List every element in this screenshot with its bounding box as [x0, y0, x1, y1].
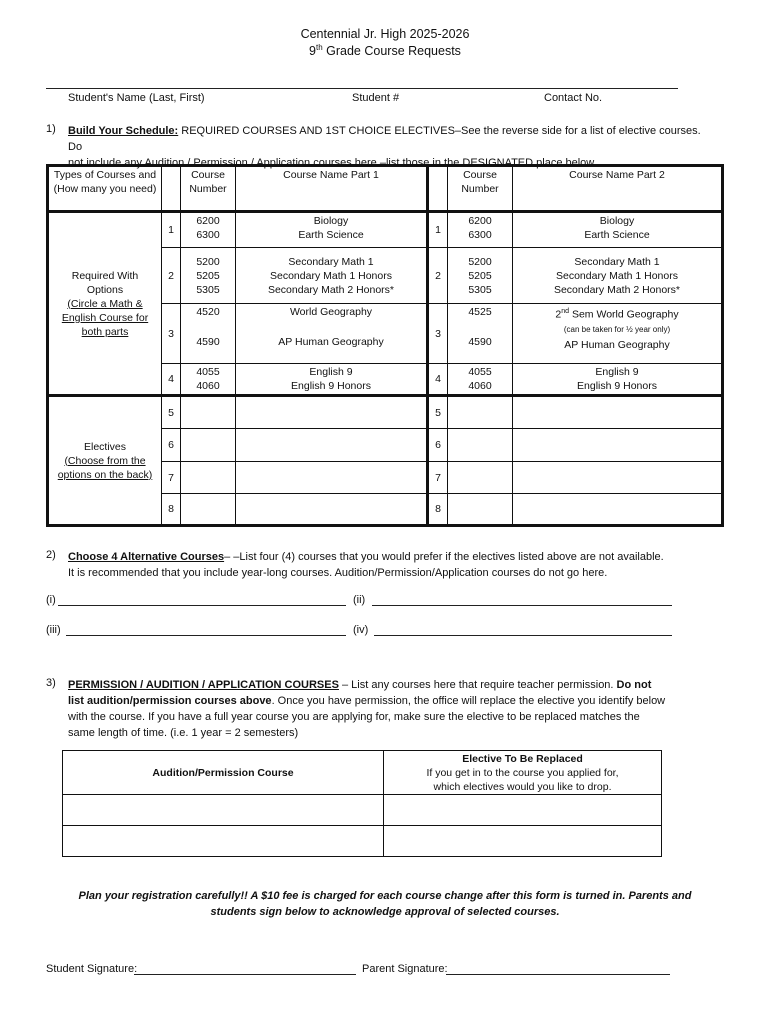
row-number-2: 2 [162, 248, 181, 304]
grade-title-text: Grade Course Requests [322, 44, 461, 59]
elective-number: 6 [162, 429, 181, 462]
course-number-cell[interactable]: 4055 4060 [448, 364, 513, 396]
course-number-cell[interactable]: 6200 6300 [181, 212, 236, 248]
parent-signature-field[interactable] [446, 974, 670, 975]
course-name-b: AP Human Geography [564, 338, 670, 351]
elective-name-cell[interactable] [236, 396, 428, 429]
elective-name-cell[interactable] [513, 494, 723, 526]
elective-number-cell[interactable] [448, 494, 513, 526]
electives-category [48, 396, 162, 526]
course-number-cell[interactable]: 4055 4060 [181, 364, 236, 396]
row-number-4: 4 [162, 364, 181, 396]
required-note: (Circle a Math & English Course for both parts [61, 297, 149, 338]
elective-replaced-cell[interactable] [384, 795, 662, 826]
elective-number-b: 6 [428, 429, 448, 462]
permission-course-cell[interactable] [63, 795, 384, 826]
section1-heading: Build Your Schedule: [68, 125, 179, 137]
section3-text: – List any courses here that require teacher permission. [338, 679, 617, 691]
course-number-cell[interactable]: 5200 5205 5305 [181, 248, 236, 304]
form-subtitle [0, 43, 770, 58]
elective-replaced-subtitle: If you get in to the course you applied for, which electives would you like to drop. [426, 766, 619, 793]
semester-number: 2 [555, 308, 562, 321]
elective-number-cell[interactable] [181, 396, 236, 429]
grade-number: 9 [309, 44, 316, 59]
course-name-a: World Geography [289, 306, 373, 318]
student-info-line[interactable] [46, 88, 678, 89]
header-course-name-1: Course Name Part 1 [236, 166, 428, 212]
section2-instructions [68, 549, 718, 581]
electives-label: Electives [83, 440, 126, 453]
course-name-a [515, 305, 719, 322]
course-number-b: 4590 [196, 336, 220, 348]
course-number-cell[interactable]: 6200 6300 [448, 212, 513, 248]
elective-name-cell[interactable] [513, 462, 723, 494]
section2-number: 2) [46, 549, 56, 561]
elective-number-cell[interactable] [181, 494, 236, 526]
alt-course-field-iii[interactable] [66, 635, 346, 636]
elective-replaced-header [384, 751, 662, 795]
row-number-1b: 1 [428, 212, 448, 248]
section2-heading: Choose 4 Alternative Courses [68, 551, 225, 563]
permission-course-header: Audition/Permission Course [63, 751, 384, 795]
course-number-cell[interactable] [448, 304, 513, 364]
semester-course: Sem World Geography [569, 308, 679, 321]
header-blank-2 [428, 166, 448, 212]
alt-course-field-ii[interactable] [372, 605, 672, 606]
elective-replaced-title: Elective To Be Replaced [462, 752, 583, 765]
elective-name-cell[interactable] [513, 396, 723, 429]
student-name-label: Student's Name (Last, First) [68, 92, 205, 104]
elective-number-b: 8 [428, 494, 448, 526]
course-name-cell[interactable]: Secondary Math 1 Secondary Math 1 Honors Secondary Math 2 Honors* [236, 248, 428, 304]
electives-note: (Choose from the options on the back) [57, 454, 153, 481]
elective-number-cell[interactable] [448, 429, 513, 462]
alt-course-field-iv[interactable] [374, 635, 672, 636]
required-label: Required With Options [71, 269, 139, 296]
course-number-a: 4525 [468, 306, 492, 318]
fee-notice: Plan your registration carefully!! A $10 fee is charged for each course change after this form is turned in. Parents and students sign below to acknowledge approval of selected courses. [78, 890, 692, 918]
section1-text2: not include any Audition / Permission / Application courses here –list those in the DESIGNATED place below. [68, 157, 597, 169]
header-types: Types of Courses and (How many you need) [48, 166, 162, 212]
parent-signature-label: Parent Signature: [362, 963, 448, 975]
section1-number: 1) [46, 123, 56, 135]
grade-suffix: th [316, 43, 323, 52]
section3-heading: PERMISSION / AUDITION / APPLICATION COURSES [68, 679, 339, 691]
course-name-cell[interactable]: Secondary Math 1 Secondary Math 1 Honors Secondary Math 2 Honors* [513, 248, 723, 304]
semester-suffix: nd [561, 308, 570, 315]
student-number-label: Student # [352, 92, 400, 104]
contact-number-label: Contact No. [544, 92, 603, 104]
section3-text2: . Once you have permission, the office will replace the elective you identify below with the course. If you have a full year course you are applying for, make sure the elective to be replaced matches the same length of time. (i.e. 1 year = 2 semesters) [68, 695, 666, 739]
row-number-3b: 3 [428, 304, 448, 364]
row-number-1: 1 [162, 212, 181, 248]
header-course-number-2: Course Number [448, 166, 513, 212]
alt-course-field-i[interactable] [58, 605, 346, 606]
course-number-cell[interactable]: 5200 5205 5305 [448, 248, 513, 304]
section3-bold: Do not list audition/permission courses above [68, 679, 652, 707]
student-signature-label: Student Signature: [46, 963, 138, 975]
course-name-b: AP Human Geography [278, 336, 384, 348]
elective-name-cell[interactable] [236, 429, 428, 462]
permission-course-cell[interactable] [63, 826, 384, 857]
alt-label-i: (i) [46, 594, 56, 606]
row-number-3: 3 [162, 304, 181, 364]
schedule-table [46, 164, 724, 527]
header-course-number-1: Course Number [181, 166, 236, 212]
required-category [48, 212, 162, 396]
elective-number-cell[interactable] [181, 462, 236, 494]
section3-number: 3) [46, 677, 56, 689]
course-name-cell[interactable]: English 9 English 9 Honors [236, 364, 428, 396]
elective-number: 5 [162, 396, 181, 429]
header-blank [162, 166, 181, 212]
elective-number: 8 [162, 494, 181, 526]
course-name-cell[interactable] [236, 304, 428, 364]
elective-number-cell[interactable] [448, 462, 513, 494]
course-name-cell[interactable]: Biology Earth Science [513, 212, 723, 248]
permission-table [62, 750, 662, 857]
row-number-2b: 2 [428, 248, 448, 304]
course-number-cell[interactable] [181, 304, 236, 364]
elective-number: 7 [162, 462, 181, 494]
student-signature-field[interactable] [134, 974, 356, 975]
course-number-a: 4520 [196, 306, 220, 318]
alt-label-ii: (ii) [353, 594, 366, 606]
course-name-cell[interactable] [513, 304, 723, 364]
row-number-4b: 4 [428, 364, 448, 396]
section3-instructions [68, 677, 668, 741]
half-year-note: (can be taken for ½ year only) [563, 324, 671, 334]
course-name-cell[interactable]: Biology Earth Science [236, 212, 428, 248]
elective-name-cell[interactable] [236, 462, 428, 494]
form-title: Centennial Jr. High 2025-2026 [300, 27, 470, 41]
elective-number-b: 7 [428, 462, 448, 494]
header-course-name-2: Course Name Part 2 [513, 166, 723, 212]
alt-label-iii: (iii) [46, 624, 61, 636]
section2-text: – –List four (4) courses that you would prefer if the electives listed above are not available. [224, 551, 664, 563]
elective-number-cell[interactable] [181, 429, 236, 462]
course-name-cell[interactable]: English 9 English 9 Honors [513, 364, 723, 396]
elective-number-b: 5 [428, 396, 448, 429]
elective-name-cell[interactable] [513, 429, 723, 462]
section1-text: REQUIRED COURSES AND 1ST CHOICE ELECTIVES–See the reverse side for a list of elective courses. Do [68, 125, 701, 153]
elective-number-cell[interactable] [448, 396, 513, 429]
alt-label-iv: (iv) [353, 624, 369, 636]
section2-text2: It is recommended that you include year-long courses. Audition/Permission/Application courses do not go here. [68, 567, 608, 579]
elective-name-cell[interactable] [236, 494, 428, 526]
elective-replaced-cell[interactable] [384, 826, 662, 857]
course-number-b: 4590 [468, 336, 492, 348]
